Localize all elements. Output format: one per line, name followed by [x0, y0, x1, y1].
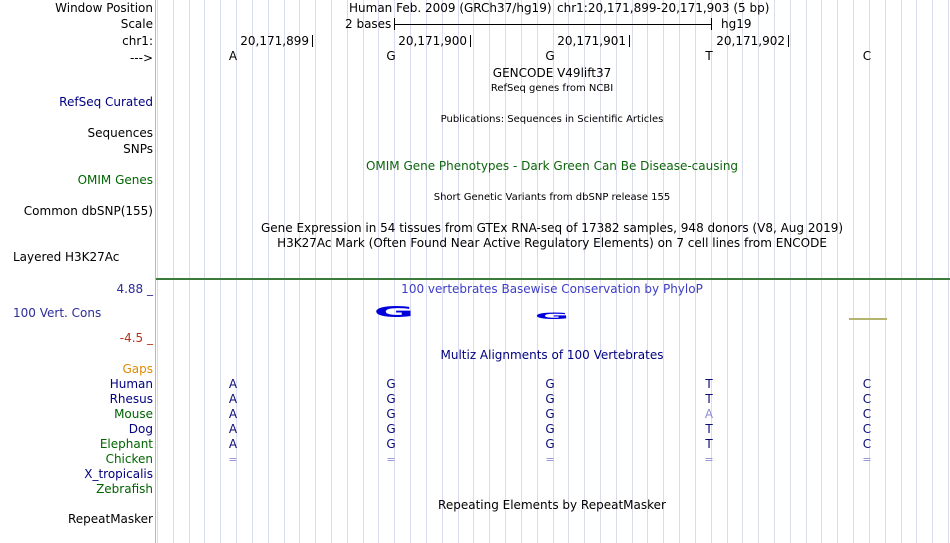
grid-line — [442, 0, 443, 543]
grid-line — [204, 0, 205, 543]
alignment-base: C — [862, 437, 872, 451]
alignment-base: A — [228, 392, 238, 406]
grid-line — [189, 0, 190, 543]
alignment-base: T — [705, 392, 713, 406]
grid-line — [742, 0, 743, 543]
grid-line — [616, 0, 617, 543]
dna-base: G — [545, 49, 555, 63]
alignment-base: C — [862, 377, 872, 391]
species-label[interactable]: Rhesus — [109, 392, 153, 406]
alignment-base: G — [545, 407, 555, 421]
grid-line — [363, 0, 364, 543]
gaps-label: Gaps — [122, 362, 153, 376]
alignment-base: A — [228, 422, 238, 436]
ruler-coordinate: 20,171,900 — [398, 34, 467, 48]
scale-label: Scale — [120, 17, 153, 31]
label-divider — [155, 0, 156, 543]
ruler-tick — [788, 35, 789, 47]
scale-text: 2 bases — [345, 17, 392, 31]
omim-track-label[interactable]: OMIM Genes — [77, 173, 153, 187]
phylop-min-label: -4.5 _ — [119, 331, 153, 345]
dna-base: A — [228, 49, 238, 63]
ruler-tick — [470, 35, 471, 47]
dna-base: C — [862, 49, 872, 63]
grid-line — [426, 0, 427, 543]
grid-line — [647, 0, 648, 543]
grid-line — [916, 0, 917, 543]
alignment-base: A — [228, 377, 238, 391]
phylop-max-label: 4.88 _ — [116, 282, 153, 296]
grid-line — [489, 0, 490, 543]
species-label[interactable]: Dog — [128, 422, 153, 436]
gtex-title: Gene Expression in 54 tissues from GTEx RNA-seq of 17382 samples, 948 donors (V8, Aug 2019) — [260, 221, 844, 235]
alignment-base: G — [386, 377, 396, 391]
grid-line — [806, 0, 807, 543]
grid-line — [315, 0, 316, 543]
dbsnp-track-label[interactable]: Common dbSNP(155) — [23, 204, 153, 218]
alignment-base: T — [705, 377, 713, 391]
alignment-base: G — [545, 377, 555, 391]
dbsnp-title: Short Genetic Variants from dbSNP release 155 — [433, 192, 671, 203]
grid-line — [284, 0, 285, 543]
grid-line — [410, 0, 411, 543]
grid-line — [695, 0, 696, 543]
alignment-base: T — [705, 422, 713, 436]
grid-line — [458, 0, 459, 543]
cons-track-label[interactable]: 100 Vert. Cons — [13, 306, 102, 320]
grid-line — [173, 0, 174, 543]
refseq-track-label[interactable]: RefSeq Curated — [59, 95, 153, 109]
species-label[interactable]: Mouse — [114, 407, 153, 421]
grid-line — [885, 0, 886, 543]
grid-line — [853, 0, 854, 543]
species-label[interactable]: Human — [109, 377, 153, 391]
grid-line — [299, 0, 300, 543]
grid-line — [821, 0, 822, 543]
h3k27ac-track-label[interactable]: Layered H3K27Ac — [13, 250, 120, 264]
h3k27ac-title: H3K27Ac Mark (Often Found Near Active Regulatory Elements) on 7 cell lines from ENCODE — [277, 236, 827, 250]
grid-line — [378, 0, 379, 543]
repeatmasker-title: Repeating Elements by RepeatMasker — [438, 498, 666, 512]
grid-line — [679, 0, 680, 543]
grid-line — [473, 0, 474, 543]
scale-bar — [394, 24, 712, 25]
alignment-base: A — [704, 407, 714, 421]
species-label[interactable]: Elephant — [99, 437, 153, 451]
snps-track-label[interactable]: SNPs — [123, 142, 153, 156]
assembly-text: Human Feb. 2009 (GRCh37/hg19) — [349, 1, 552, 15]
multiz-title: Multiz Alignments of 100 Vertebrates — [440, 348, 664, 362]
dna-base: T — [705, 49, 713, 63]
ruler-coordinate: 20,171,902 — [716, 34, 785, 48]
alignment-base: G — [545, 437, 555, 451]
alignment-base: = — [862, 453, 872, 466]
grid-line — [268, 0, 269, 543]
gencode-title[interactable]: GENCODE V49lift37 — [492, 66, 612, 80]
alignment-base: G — [386, 437, 396, 451]
omim-title: OMIM Gene Phenotypes - Dark Green Can Be Disease-causing — [365, 159, 739, 173]
grid-line — [901, 0, 902, 543]
phylop-title: 100 vertebrates Basewise Conservation by PhyloP — [401, 282, 703, 296]
alignment-base: C — [862, 392, 872, 406]
grid-line — [220, 0, 221, 543]
grid-line — [758, 0, 759, 543]
grid-line — [932, 0, 933, 543]
species-label[interactable]: Chicken — [105, 452, 153, 466]
scale-bar-left-tick — [394, 18, 395, 30]
alignment-base: C — [862, 407, 872, 421]
grid-line — [727, 0, 728, 543]
alignment-base: G — [545, 422, 555, 436]
alignment-base: = — [545, 453, 555, 466]
sequences-track-label[interactable]: Sequences — [87, 126, 153, 140]
dna-base: G — [386, 49, 396, 63]
refseq-subtitle: RefSeq genes from NCBI — [490, 83, 614, 94]
alignment-base: A — [228, 407, 238, 421]
db-text: hg19 — [721, 17, 752, 31]
alignment-base: G — [386, 392, 396, 406]
conservation-negative-mark — [849, 318, 887, 320]
alignment-base: G — [545, 392, 555, 406]
grid-line — [837, 0, 838, 543]
position-text: chr1:20,171,899-20,171,903 (5 bp) — [557, 1, 770, 15]
grid-line — [774, 0, 775, 543]
window-position-label: Window Position — [55, 1, 153, 15]
chrom-label: chr1: — [122, 34, 153, 48]
grid-line — [663, 0, 664, 543]
grid-line — [347, 0, 348, 543]
ruler-tick — [629, 35, 630, 47]
alignment-base: T — [705, 437, 713, 451]
alignment-base: C — [862, 422, 872, 436]
ruler-coordinate: 20,171,899 — [240, 34, 309, 48]
strand-label: ---> — [129, 51, 153, 65]
conservation-glyph-g1: G — [373, 303, 415, 321]
alignment-base: = — [386, 453, 396, 466]
grid-line — [157, 0, 158, 543]
alignment-base: = — [228, 453, 238, 466]
alignment-base: G — [386, 407, 396, 421]
alignment-base: G — [386, 422, 396, 436]
species-label[interactable]: Zebrafish — [96, 482, 153, 496]
track-separator — [156, 278, 950, 280]
grid-line — [331, 0, 332, 543]
species-label[interactable]: X_tropicalis — [84, 467, 153, 481]
grid-line — [790, 0, 791, 543]
grid-line — [252, 0, 253, 543]
scale-bar-right-tick — [711, 18, 712, 30]
publications-title: Publications: Sequences in Scientific Articles — [440, 114, 664, 125]
ruler-tick — [312, 35, 313, 47]
grid-line — [632, 0, 633, 543]
repeatmasker-track-label[interactable]: RepeatMasker — [67, 512, 153, 526]
alignment-base: = — [704, 453, 714, 466]
alignment-base: A — [228, 437, 238, 451]
grid-line — [948, 0, 949, 543]
conservation-glyph-g2: G — [534, 312, 570, 322]
ruler-coordinate: 20,171,901 — [557, 34, 626, 48]
